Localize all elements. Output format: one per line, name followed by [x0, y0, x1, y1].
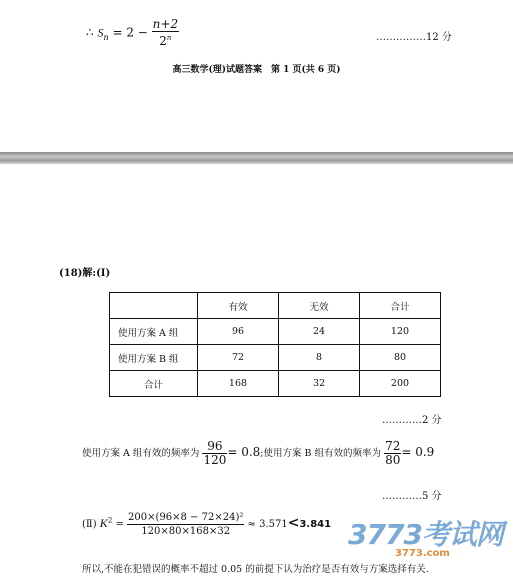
freq-b-denominator: 80 — [385, 453, 401, 467]
table-cell: 8 — [279, 345, 360, 371]
formula-sn — [86, 18, 179, 48]
equals-two-minus: = 2 − — [112, 25, 148, 40]
table-header-cell: 无效 — [279, 293, 360, 319]
table-cell: 24 — [279, 319, 360, 345]
k2-numerator: 200×(96×8 − 72×24)² — [128, 512, 244, 523]
score-2: …………2 分 — [382, 415, 442, 426]
freq-a-fraction — [202, 440, 227, 467]
freq-b-text: 使用方案 B 组有效的频率为 — [263, 448, 382, 459]
table-row-label: 使用方案 B 组 — [110, 345, 198, 371]
den-exponent: n — [166, 34, 172, 42]
freq-separator: ; — [260, 448, 264, 459]
table-cell: 32 — [279, 371, 360, 397]
table-row — [110, 371, 441, 397]
critical-value: 3.841 — [299, 519, 332, 530]
contingency-table — [109, 292, 441, 397]
frequency-line — [82, 440, 434, 467]
fraction — [152, 18, 179, 48]
k2-approx: ≈ 3.571 — [247, 519, 288, 530]
question-label: (18)解:(Ⅰ) — [59, 268, 111, 279]
freq-b-result: = 0.9 — [401, 445, 435, 459]
k2-equals: = — [115, 519, 124, 530]
table-cell: 72 — [198, 345, 279, 371]
s-subscript: n — [103, 32, 109, 42]
table-cell: 168 — [198, 371, 279, 397]
k2-denominator: 120×80×168×32 — [141, 526, 231, 537]
freq-a-numerator: 96 — [202, 440, 227, 454]
table-row-label: 使用方案 A 组 — [110, 319, 198, 345]
score-5: …………5 分 — [382, 491, 442, 502]
page-separator — [0, 152, 513, 164]
freq-b-numerator: 72 — [385, 439, 401, 453]
table-row — [110, 345, 441, 371]
den-base: 2 — [159, 34, 167, 48]
watermark-url: 3773.com — [395, 548, 450, 559]
freq-a-denominator: 120 — [203, 453, 227, 467]
s-symbol: S — [97, 25, 104, 40]
watermark-logo: 3773考试网 — [348, 518, 503, 551]
table-cell: 120 — [360, 319, 441, 345]
conclusion-text: 所以,不能在犯错误的概率不超过 0.05 的前提下认为治疗是否有效与方案选择有关. — [82, 564, 429, 575]
therefore-symbol: ∴ — [86, 25, 94, 40]
less-than-sign: < — [287, 515, 300, 531]
table-header-cell: 有效 — [198, 293, 279, 319]
k-symbol: K — [99, 516, 108, 530]
freq-a-text: 使用方案 A 组有效的频率为 — [82, 448, 200, 459]
k2-formula — [82, 511, 331, 538]
table-row-label: 合计 — [110, 371, 198, 397]
table-row — [110, 319, 441, 345]
table-cell: 200 — [360, 371, 441, 397]
table-cell: 96 — [198, 319, 279, 345]
fraction-numerator: n+2 — [152, 17, 179, 31]
table-header-cell: 合计 — [360, 293, 441, 319]
fraction-denominator — [152, 32, 179, 48]
table-cell: 80 — [360, 345, 441, 371]
part-two-label: (Ⅱ) — [82, 519, 97, 530]
table-header-cell — [110, 293, 198, 319]
k-exponent: 2 — [107, 516, 113, 525]
k2-fraction — [127, 511, 244, 538]
table-header-row — [110, 293, 441, 319]
freq-b-fraction — [384, 440, 401, 467]
page-footer: 高三数学(理)试题答案 第 1 页(共 6 页) — [172, 65, 341, 75]
freq-a-result: = 0.8 — [227, 445, 261, 459]
score-12: ……………12 分 — [376, 32, 452, 43]
